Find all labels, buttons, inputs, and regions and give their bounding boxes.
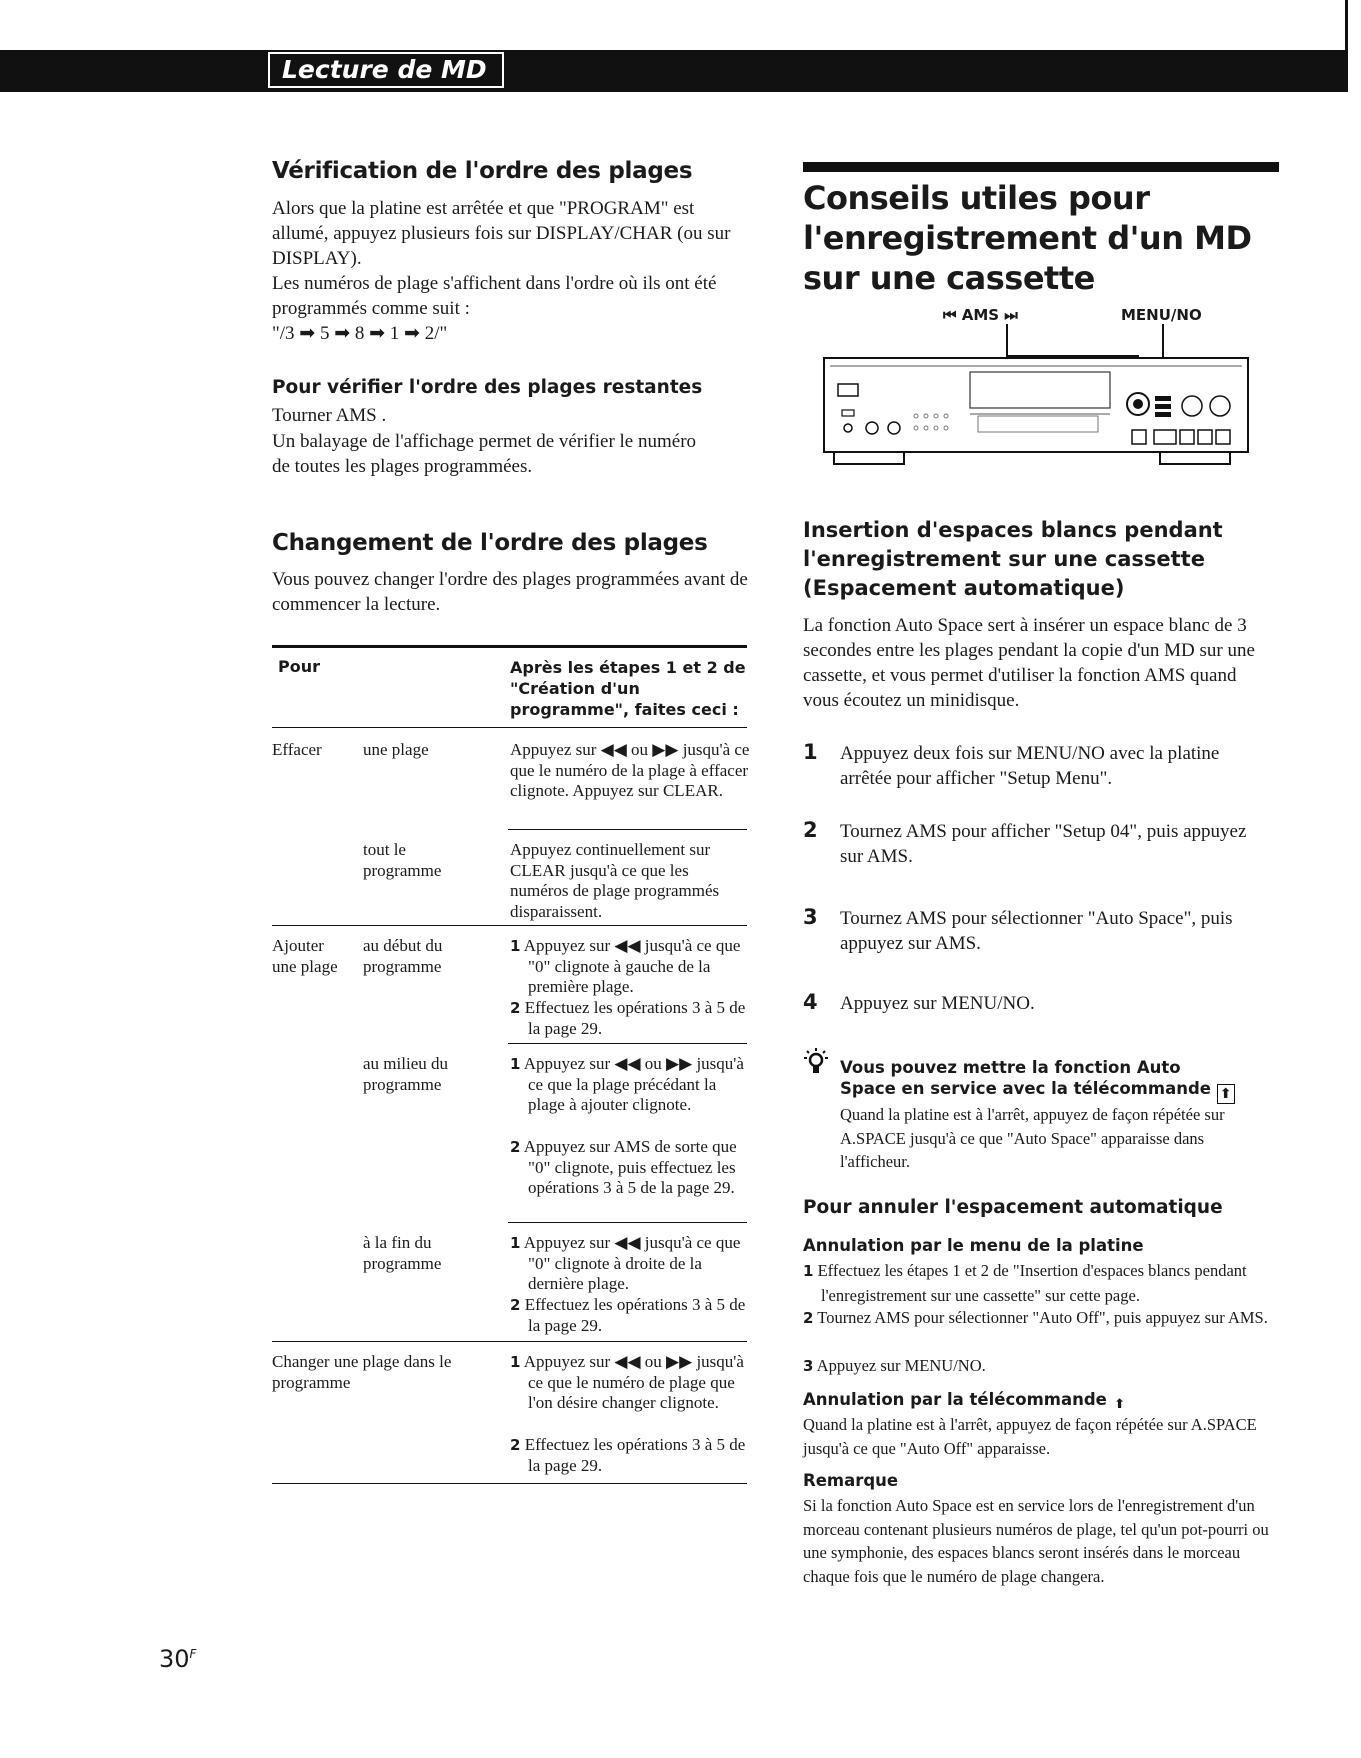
table-bottom-rule [272, 1483, 747, 1484]
cancel-menu-step-1: 1 Effectuez les étapes 1 et 2 de "Insertion d'espaces blancs pendant l'enregistrement sur une cassette" sur cette page. [803, 1261, 1247, 1305]
cancel-menu-step-2: 2 Tournez AMS pour sélectionner "Auto Off", puis appuyez sur AMS. [803, 1308, 1268, 1327]
label-ams: ⏮ AMS ⏭ [943, 306, 1018, 324]
step-number-1: 1 [803, 740, 818, 764]
table-cell-at-end: à la fin du programme [363, 1233, 442, 1273]
step-number-2: 2 [803, 818, 818, 842]
table-row-rule [508, 1222, 747, 1223]
heading-verify-remaining: Pour vérifier l'ordre des plages restantes [272, 377, 703, 398]
table-step-add-middle-1: 1 Appuyez sur ◀◀ ou ▶▶ jusqu'à ce que la plage précédant la plage à ajouter clignote. [510, 1054, 744, 1114]
heading-insertion: Insertion d'espaces blancs pendant l'enregistrement sur une cassette (Espacement automatique) [803, 518, 1223, 600]
table-cell-erase-one: Appuyez sur ◀◀ ou ▶▶ jusqu'à ce que le numéro de la plage à effacer clignote. Appuyez sur CLEAR. [510, 740, 750, 800]
label-menu-no: MENU/NO [1121, 306, 1202, 324]
tip-title: Vous pouvez mettre la fonction Auto Space en service avec la télécommande ⬆ [840, 1057, 1240, 1104]
table-cell-effacer: Effacer [272, 740, 322, 759]
table-top-rule [272, 645, 747, 648]
cancel-menu-step-3: 3 Appuyez sur MENU/NO. [803, 1356, 986, 1375]
table-step-add-end-1: 1 Appuyez sur ◀◀ jusqu'à ce que "0" clignote à droite de la dernière plage. [510, 1233, 741, 1293]
program-sequence: "/3 ➡ 5 ➡ 8 ➡ 1 ➡ 2/" [272, 323, 448, 344]
heading-cancel-menu: Annulation par le menu de la platine [803, 1236, 1144, 1255]
step-number-4: 4 [803, 990, 818, 1014]
table-step-change-2: 2 Effectuez les opérations 3 à 5 de la page 29. [510, 1435, 746, 1475]
table-cell-in-middle: au milieu du programme [363, 1054, 448, 1094]
title-rule [803, 162, 1279, 172]
insertion-text: La fonction Auto Space sert à insérer un espace blanc de 3 secondes entre les plages pendant la copie d'un MD sur une cassette, et vous permet d'utiliser la fonction AMS quand vous écoutez un minidisque. [803, 615, 1255, 711]
header-bar [0, 50, 1345, 92]
table-cell-whole-program: tout le programme [363, 840, 442, 880]
table-header-rule [272, 727, 747, 728]
remote-icon: ⬆ [1217, 1084, 1235, 1104]
verify-remaining-line-2: Un balayage de l'affichage permet de vérifier le numéro de toutes les plages programmées. [272, 431, 697, 477]
table-row-rule [272, 1341, 747, 1342]
remote-icon: ⬆ [1114, 1397, 1126, 1412]
table-cell-changer: Changer une plage dans le programme [272, 1352, 452, 1392]
table-cell-at-start: au début du programme [363, 936, 443, 976]
change-order-text: Vous pouvez changer l'ordre des plages programmées avant de commencer la lecture. [272, 569, 748, 615]
page-edge-mark [1345, 0, 1348, 92]
step-text-1: Appuyez deux fois sur MENU/NO avec la platine arrêtée pour afficher "Setup Menu". [840, 743, 1220, 789]
heading-cancel: Pour annuler l'espacement automatique [803, 1197, 1223, 1218]
table-cell-one-track: une plage [363, 740, 429, 759]
table-step-add-middle-2: 2 Appuyez sur AMS de sorte que "0" clignote, puis effectuez les opérations 3 à 5 de la page 29. [510, 1137, 737, 1197]
lightbulb-icon [803, 1047, 829, 1075]
table-cell-erase-all: Appuyez continuellement sur CLEAR jusqu'à ce que les numéros de plage programmés disparaissent. [510, 840, 720, 921]
step-number-3: 3 [803, 905, 818, 929]
table-step-add-start-2: 2 Effectuez les opérations 3 à 5 de la page 29. [510, 998, 746, 1038]
md-deck-diagram [820, 318, 1252, 490]
step-text-3: Tournez AMS pour sélectionner "Auto Space", puis appuyez sur AMS. [840, 908, 1233, 954]
section-title: Lecture de MD [268, 53, 505, 87]
table-cell-ajouter: Ajouter une plage [272, 936, 338, 976]
verify-remaining-line-1: Tourner AMS . [272, 405, 387, 426]
table-header-left: Pour [278, 657, 320, 676]
table-header-right: Après les étapes 1 et 2 de "Création d'un programme", faites ceci : [510, 658, 746, 719]
table-row-rule [508, 1043, 747, 1044]
heading-verification: Vérification de l'ordre des plages [272, 158, 693, 184]
page-title: Conseils utiles pour l'enregistrement d'un MD sur une cassette [803, 179, 1252, 297]
heading-change-order: Changement de l'ordre des plages [272, 530, 708, 556]
page-number: $30^F$ [159, 1645, 197, 1673]
remark-text: Si la fonction Auto Space est en service lors de l'enregistrement d'un morceau contenant plusieurs numéros de plage, tel qu'un pot-pourri ou une symphonie, des espaces blancs seront insérés dans le morceau chaque fois que le numéro de plage changera. [803, 1496, 1269, 1586]
verification-paragraph-1: Alors que la platine est arrêtée et que "PROGRAM" est allumé, appuyez plusieurs fois sur DISPLAY/CHAR (ou sur DISPLAY). [272, 198, 731, 269]
heading-remark: Remarque [803, 1471, 899, 1490]
step-text-4: Appuyez sur MENU/NO. [840, 993, 1035, 1014]
table-step-add-start-1: 1 Appuyez sur ◀◀ jusqu'à ce que "0" clignote à gauche de la première plage. [510, 936, 741, 996]
verification-paragraph-2: Les numéros de plage s'affichent dans l'ordre où ils ont été programmés comme suit : [272, 273, 717, 319]
table-step-add-end-2: 2 Effectuez les opérations 3 à 5 de la page 29. [510, 1295, 746, 1335]
step-text-2: Tournez AMS pour afficher "Setup 04", puis appuyez sur AMS. [840, 821, 1247, 867]
table-row-rule [272, 925, 747, 926]
table-row-rule [508, 829, 747, 830]
table-step-change-1: 1 Appuyez sur ◀◀ ou ▶▶ jusqu'à ce que le numéro de plage que l'on désire changer clignote. [510, 1352, 744, 1412]
tip-text: Quand la platine est à l'arrêt, appuyez de façon répétée sur A.SPACE jusqu'à ce que "Auto Space" apparaisse dans l'afficheur. [840, 1105, 1225, 1171]
heading-cancel-remote: Annulation par la télécommande ⬆ [803, 1390, 1126, 1412]
cancel-remote-text: Quand la platine est à l'arrêt, appuyez de façon répétée sur A.SPACE jusqu'à ce que "Auto Off" apparaisse. [803, 1415, 1257, 1458]
